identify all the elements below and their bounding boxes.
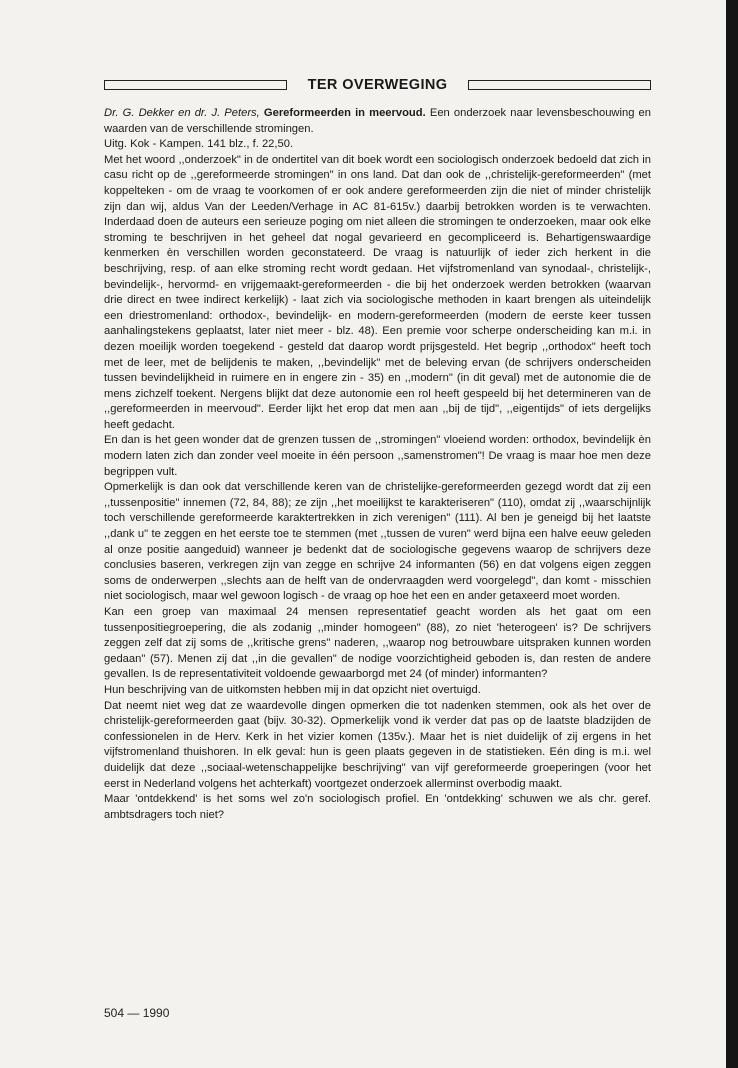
section-banner bbox=[104, 73, 651, 97]
paragraph-3: Opmerkelijk is dan ook dat verschillende keren van de christelijke-gereformeerden gezegd wordt dat zij een ,,tussenpositie" innemen (72, 84, 88); ze zijn ,,het moeilijkst te karakteriseren" (110), omdat zij ,,waarschijnlijk toch verschillende gereformeerde karaktertrekken in zich verenigen" (111). Al ben je geneigd bij het laatste ,,dank u" te zeggen en het eerste toe te stemmen (met ,,tussen de vuren" werd bijna een halve eeuw geleden al onze positie aangeduid) wanneer je bedenkt dat de sociologische gegevens waarop de schrijvers deze conclusies baseren, verkregen zijn van zegge en schrijve 24 informanten (56) en dat volgens eigen zeggen soms de onderwerpen ,,slechts aan de helft van de ondervraagden werd voorgelegd", dan komt - misschien niet sociologisch, maar wel gewoon logisch - de vraag op hoe het een en ander getaxeerd moet worden. bbox=[104, 481, 651, 603]
review-book-title: Gereformeerden in meervoud. bbox=[263, 107, 426, 119]
section-title: TER OVERWEGING bbox=[307, 77, 448, 93]
review-heading bbox=[104, 106, 651, 137]
article-content bbox=[104, 106, 651, 823]
review-publisher: Uitg. Kok - Kampen. 141 blz., f. 22,50. bbox=[104, 138, 294, 151]
paragraph-5: Hun beschrijving van de uitkomsten hebben mij in dat opzicht niet overtuigd. bbox=[104, 683, 481, 696]
page-edge-shadow bbox=[726, 0, 738, 1068]
paragraph-4: Kan een groep van maximaal 24 mensen representatief geacht worden als het gaat om een tussenpositiegroepering, die als zodanig ,,minder homogeen" (88), zo niet 'heterogeen' is? De schrijvers zeggen zelf dat zij soms de ,,kritische grens" naderen, ,,waarop nog betrouwbare uitspraken kunnen worden gedaan" (57). Menen zij dat ,,in die gevallen" de nodige voorzichtigheid geboden is, dan resten de andere gevallen. Is de representativiteit voldoende gewaarborgd met 24 (of minder) informanten? bbox=[104, 606, 651, 681]
paragraph-6: Dat neemt niet weg dat ze waardevolle dingen opmerken die tot nadenken stemmen, ook als het over de christelijk-gereformeerden gaat (bijv. 30-32). Opmerkelijk vond ik verder dat pas op de laatste bladzijden de confessionelen in de Herv. Kerk in het vizier komen (135v.). Maar het is niet duidelijk of zij ergens in het vijfstromenland thuishoren. In elk geval: hun is geen plaats gegeven in de statistieken. Eén ding is m.i. wel duidelijk dat deze ,,sociaal-wetenschappelijke beschrijving" van vijf gereformeerde groeperingen (voor het eerst in Nederland volgens het achterkaft) voortgezet onderzoek allerminst overbodig maakt. bbox=[104, 699, 651, 790]
review-authors: Dr. G. Dekker en dr. J. Peters, bbox=[104, 107, 260, 119]
banner-right-box bbox=[468, 80, 651, 90]
banner-left-box bbox=[104, 80, 287, 90]
paragraph-2: En dan is het geen wonder dat de grenzen tussen de ,,stromingen" vloeiend worden: orthodox, bevindelijk èn modern laten zich dan zonder veel moeite in één persoon ,,samenstromen"! De vraag is maar hoe men deze begrippen vult. bbox=[104, 434, 651, 478]
paragraph-1: Met het woord ,,onderzoek" in de ondertitel van dit boek wordt een sociologisch onderzoek bedoeld dat zich in casu richt op de ,,gereformeerde stromingen" in ons land. Dat dan ook de ,,christelijk-gereformeerden" (met koppelteken - om de vraag te voorkomen of er ook andere gereformeerden zijn die niet of minder christelijk zijn dan wij, aldus Van der Leeden/Verhage in AC 81-615v.) daarbij betrokken worden is te verwachten. Inderdaad doen de auteurs een serieuze poging om niet alleen die stromingen te onderzoeken, maar ook elke stroming te beschrijven in het geheel dat nogal gevarieerd en gecompliceerd is. Behartigenswaardige kenmerken èn verschillen worden geconstateerd. De vraag is natuurlijk of ieder zich herkent in die beschrijving, resp. of aan elke stroming recht wordt gedaan. Het vijfstromenland van synodaal-, christelijk-, bevindelijk-, hervormd- en vrijgemaakt-gereformeerden - die bij het onderzoek werden betrokken (waarvan drie direct en twee indirect kerkelijk) - laat zich via sociologische methoden in kaart brengen als uiteindelijk een driestromenland: orthodox-, bevindelijk- en modern-gereformeerden (modern de eerste keer tussen aanhalingstekens geplaatst, later niet meer - blz. 48). Een premie voor scherpe onderscheiding kan m.i. in dezen moeilijk worden toegekend - gesteld dat daarop wordt prijsgesteld. Het begrip ,,orthodox" heeft toch met de leer, met de belijdenis te maken, ,,bevindelijk" met de beleving ervan (de schrijvers onderscheiden tussen bevindelijkheid in ruimere en in engere zin - 35) en ,,modern" (in dit geval) met de autonomie die de mens zichzelf toekent. Nergens blijkt dat deze autonomie een rol heeft gespeeld bij het determineren van de ,,gereformeerden in meervoud". Eerder lijkt het erop dat men aan ,,bij de tijd", ,,eigentijds" of iets dergelijks heeft gedacht. bbox=[104, 153, 651, 431]
review-subtitle: Een onderzoek naar levensbeschouwing en waarden van de verschillende stromingen. bbox=[104, 107, 652, 135]
page-footer: 504 — 1990 bbox=[104, 1006, 170, 1020]
paragraph-7: Maar 'ontdekkend' is het soms wel zo'n sociologisch profiel. En 'ontdekking' schuwen we als chr. geref. ambtsdragers toch niet? bbox=[104, 793, 651, 821]
page-body bbox=[104, 73, 651, 823]
